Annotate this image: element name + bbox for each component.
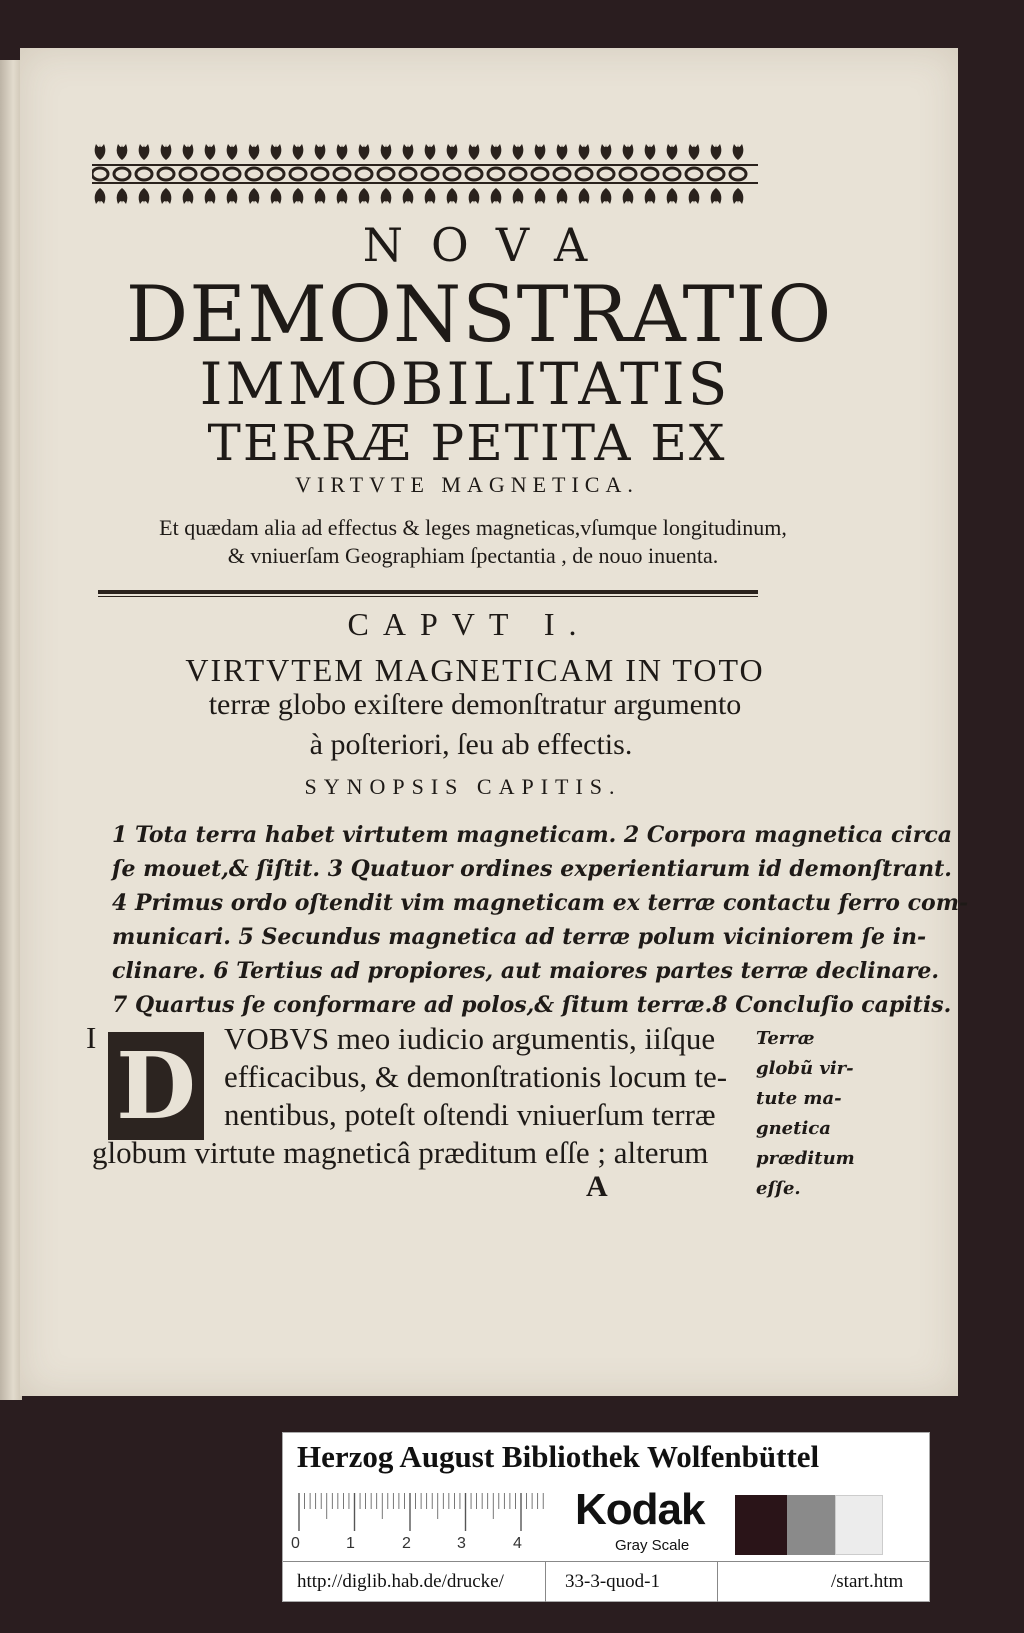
title-nova: NOVA	[362, 218, 616, 272]
subtitle-line-2: & vniuerſam Geographiam ſpectantia , de nouo inuenta.	[227, 543, 719, 568]
ruler-number: 0	[291, 1535, 300, 1552]
chapter-heading-line-3: à poſteriori, ſeu ab effectis.	[309, 728, 633, 761]
ruler-number: 3	[457, 1535, 466, 1552]
kodak-logo: Kodak	[575, 1485, 705, 1534]
swatch-dark	[735, 1495, 787, 1555]
synopsis-label: SYNOPSIS CAPITIS.	[304, 774, 622, 799]
url-separator	[545, 1562, 546, 1602]
title-virtute-magnetica: VIRTVTE MAGNETICA.	[295, 472, 639, 497]
margin-note-line: præditum	[756, 1148, 855, 1169]
body-line: globum virtute magneticâ præditum eſſe ; alterum	[92, 1135, 709, 1170]
margin-note-line: tute ma-	[756, 1088, 842, 1109]
chapter-heading-line-2: terræ globo exiſtere demonſtratur argumento	[208, 688, 742, 721]
synopsis-line: 7 Quartus ſe conformare ad polos,& ſitum terræ.8 Concluſio capitis.	[112, 992, 952, 1018]
url-part-2: 33-3-quod-1	[565, 1571, 660, 1592]
library-name: Herzog August Bibliothek Wolfenbüttel	[297, 1439, 820, 1474]
ornamental-border	[92, 130, 758, 222]
subtitle-line-1: Et quædam alia ad effectus & leges magneticas,vſumque longitudinum,	[159, 515, 787, 540]
synopsis-text	[112, 818, 969, 1022]
synopsis-line: 4 Primus ordo oſtendit vim magneticam ex terræ contactu ferro com-	[112, 890, 969, 916]
margin-note-line: globũ vir-	[756, 1058, 854, 1079]
synopsis-line: municari. 5 Secundus magnetica ad terræ polum viciniorem ſe in-	[112, 924, 927, 950]
title-demonstratio: DEMONSTRATIO	[125, 270, 833, 360]
card-url-row	[283, 1561, 929, 1602]
measurement-ruler	[297, 1489, 547, 1539]
dropcap-letter: D	[116, 1032, 196, 1140]
swatch-light	[835, 1495, 883, 1555]
url-separator	[717, 1562, 718, 1602]
synopsis-line: 1 Tota terra habet virtutem magneticam. 2 Corpora magnetica circa	[112, 822, 952, 848]
book-page	[20, 48, 969, 1396]
ruler-number: 4	[513, 1535, 522, 1552]
margin-note-line: Terræ	[756, 1028, 815, 1049]
margin-note	[756, 1024, 866, 1204]
chapter-label: CAPVT I.	[347, 606, 591, 642]
body-initial-letter: I	[86, 1020, 97, 1055]
signature-mark: A	[586, 1170, 608, 1203]
title-subtitle	[4, 514, 942, 570]
synopsis-line: clinare. 6 Tertius ad propiores, aut maiores partes terræ declinare.	[112, 958, 940, 984]
margin-note-line: gnetica	[756, 1118, 831, 1139]
url-part-1: http://diglib.hab.de/drucke/	[297, 1571, 504, 1592]
title-immobilitatis: IMMOBILITATIS	[199, 350, 731, 418]
ruler-number: 1	[346, 1535, 355, 1552]
body-line: VOBVS meo iudicio argumentis, iiſque	[224, 1021, 716, 1056]
ruler-number: 2	[402, 1535, 411, 1552]
swatch-gray	[787, 1495, 835, 1555]
body-paragraph	[92, 1020, 762, 1172]
body-line: nentibus, poteſt oſtendi vniuerſum terræ	[224, 1097, 716, 1132]
url-part-3: /start.htm	[831, 1571, 904, 1592]
decorative-rule	[98, 586, 758, 600]
synopsis-line: ſe mouet,& ſiſtit. 3 Quatuor ordines experientiarum id demonſtrant.	[112, 856, 952, 882]
chapter-heading-line-1: VIRTVTEM MAGNETICAM IN TOTO	[185, 652, 765, 688]
margin-note-line: eſſe.	[756, 1178, 801, 1199]
body-line: efficacibus, & demonſtrationis locum te-	[224, 1059, 728, 1094]
gray-scale-label: Gray Scale	[615, 1537, 690, 1554]
archive-color-card	[282, 1432, 930, 1602]
title-terrae-petita: TERRÆ PETITA EX	[207, 414, 727, 472]
